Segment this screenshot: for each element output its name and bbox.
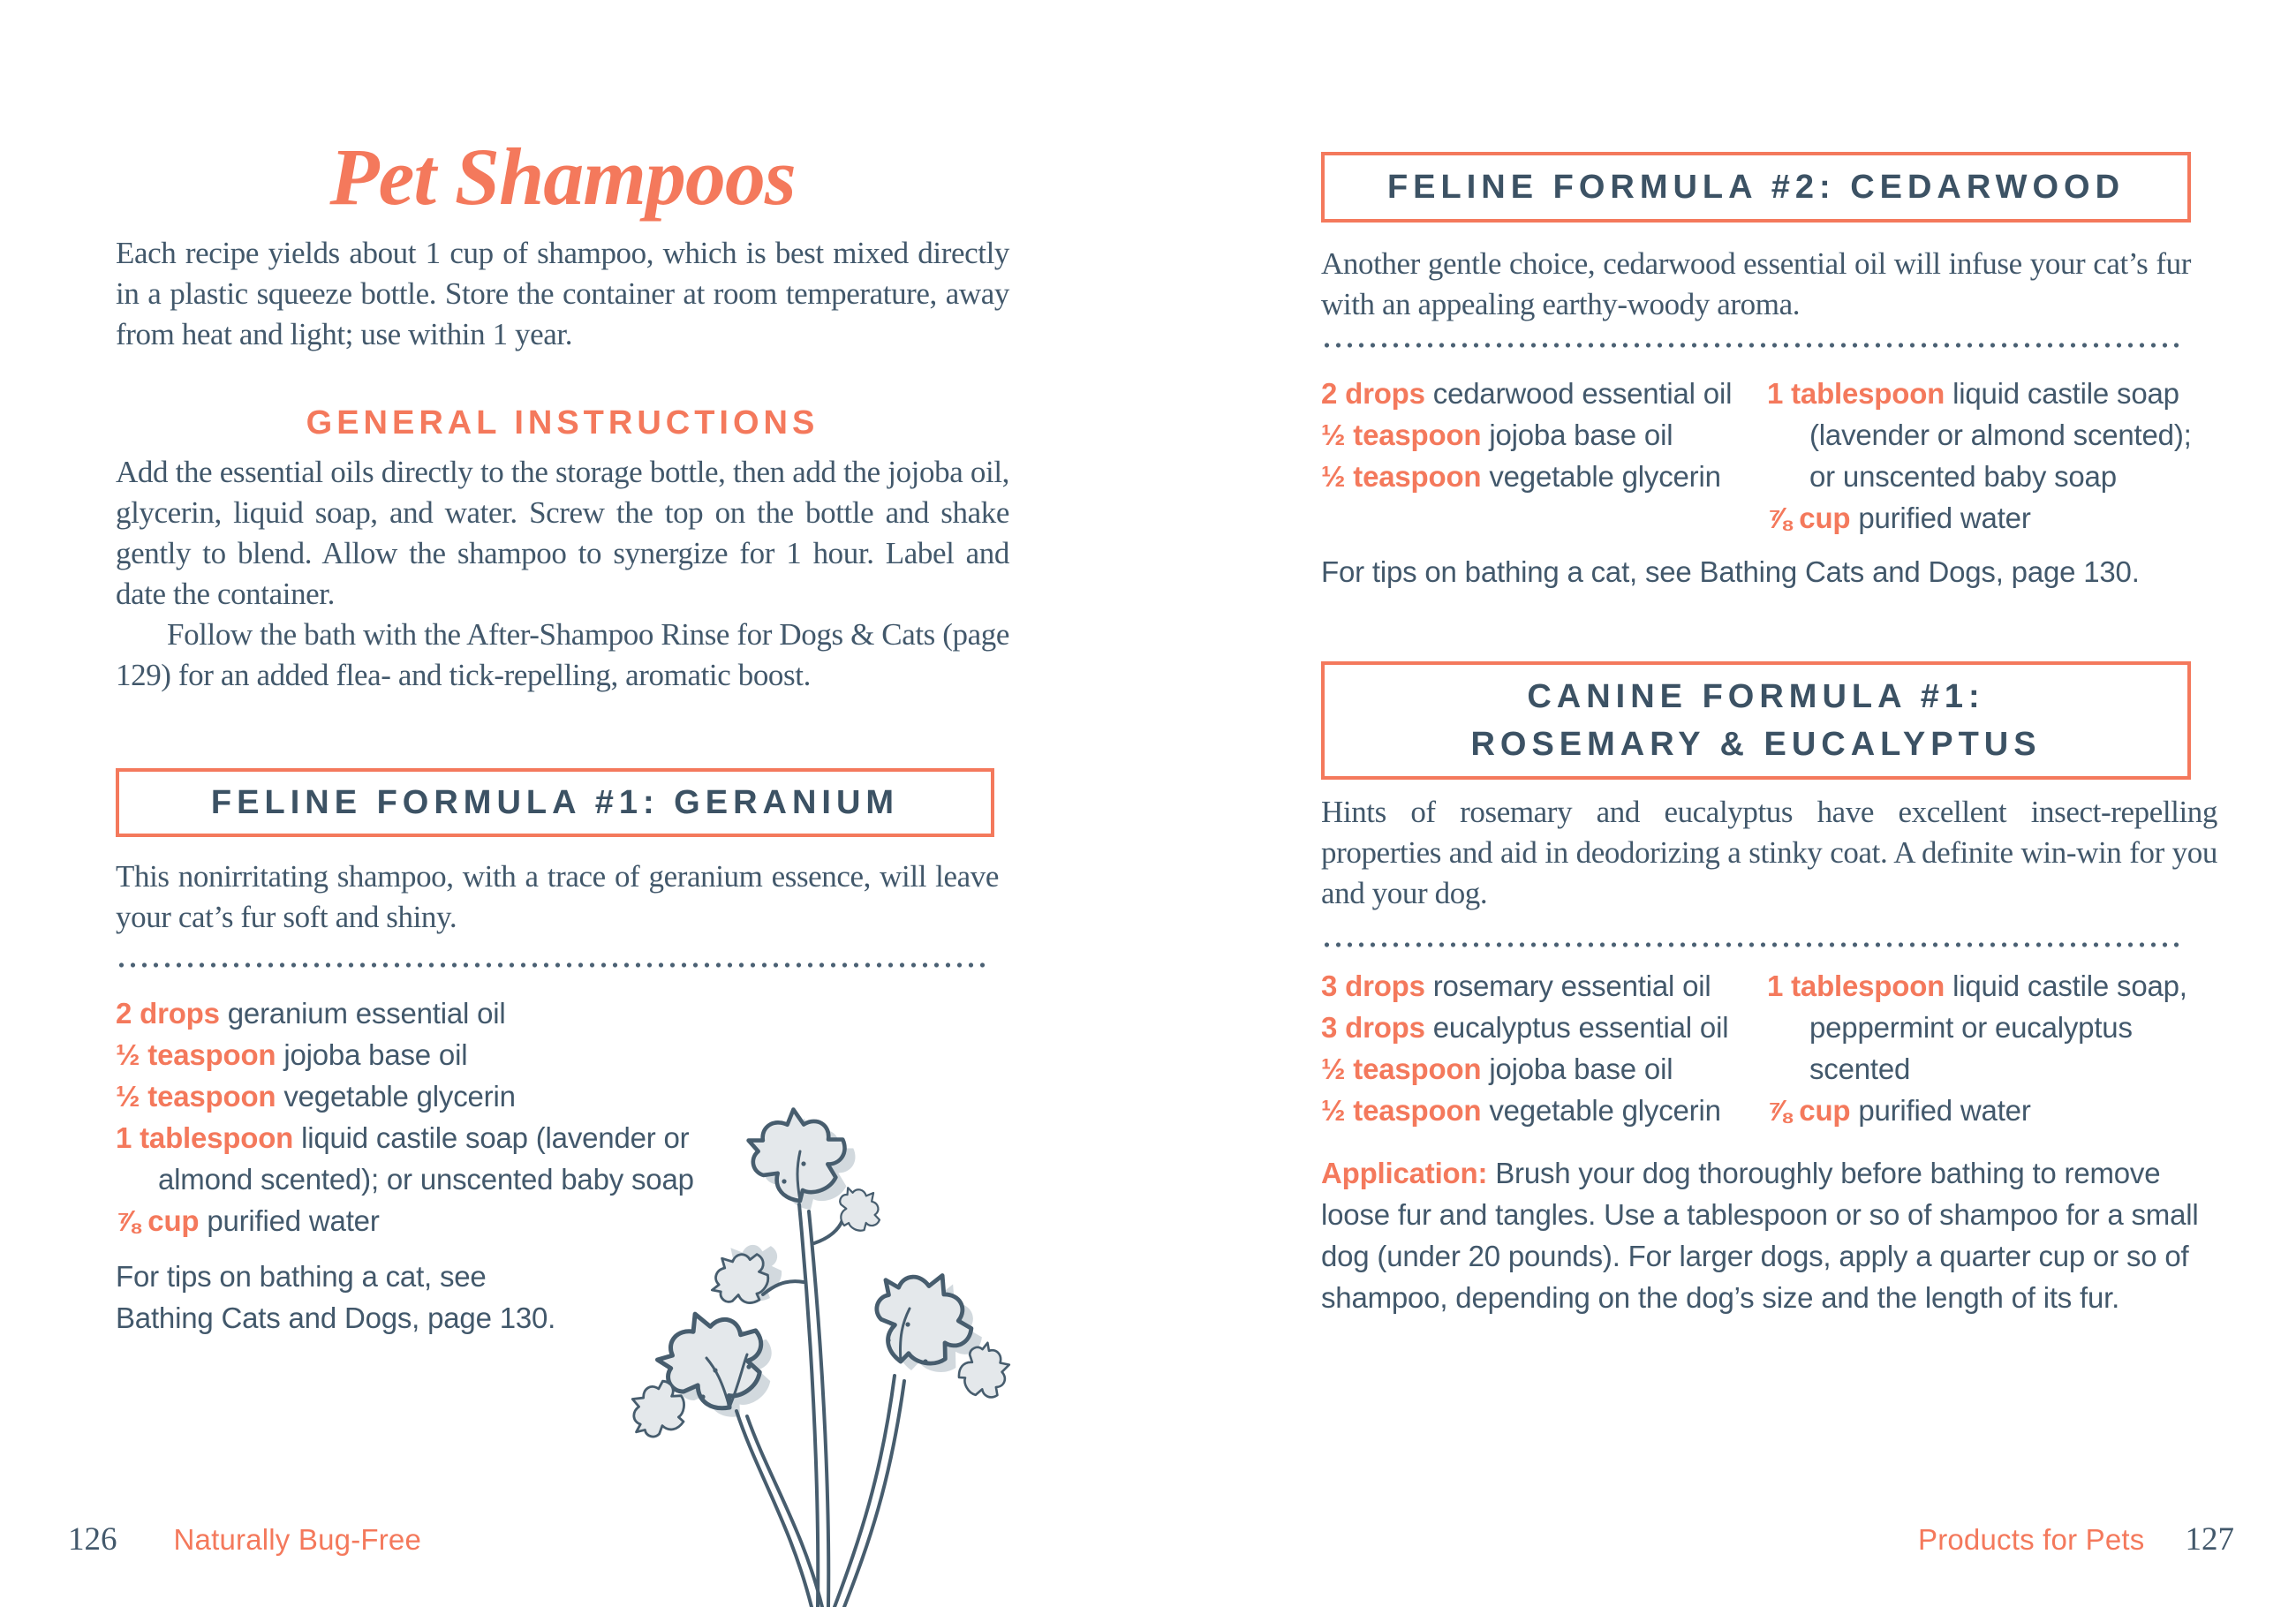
ingredient-qty: ⅞ cup <box>116 1204 200 1237</box>
geranium-sprig-illustration <box>608 1097 1016 1607</box>
ingredient-qty: 2 drops <box>116 997 220 1030</box>
ingredients-column-1 <box>1321 373 1767 539</box>
ingredient-qty: ½ teaspoon <box>1321 419 1482 451</box>
ingredient-item <box>1767 497 2204 539</box>
feline-formula-1-heading: FELINE FORMULA #1: GERANIUM <box>210 784 900 821</box>
ingredient-text: vegetable glycerin <box>1489 1094 1721 1127</box>
ingredient-text: jojoba base oil <box>283 1038 468 1071</box>
ingredients-column-1 <box>1321 965 1767 1131</box>
ingredient-item <box>1321 1090 1767 1131</box>
ingredient-qty: ⅞ cup <box>1767 502 1851 534</box>
ingredient-qty: ½ teaspoon <box>116 1080 276 1113</box>
dotted-divider <box>116 962 988 968</box>
ingredient-qty: ½ teaspoon <box>1321 1094 1482 1127</box>
feline-formula-2-description: Another gentle choice, cedarwood essential oil will infuse your cat’s fur with an appealing earthy-woody aroma. <box>1321 246 2191 321</box>
canine-formula-1-ingredients <box>1321 965 2204 1131</box>
canine-formula-1-box <box>1321 661 2191 780</box>
right-section-label: Products for Pets <box>1917 1523 2145 1556</box>
ingredients-column-2 <box>1767 373 2204 539</box>
left-section-label: Naturally Bug-Free <box>173 1523 422 1556</box>
ingredient-text: rosemary essential oil <box>1432 969 1711 1002</box>
right-page <box>1321 0 2217 1318</box>
ingredient-qty: 3 drops <box>1321 1011 1425 1044</box>
ingredient-qty: 1 tablespoon <box>1767 377 1945 410</box>
ingredient-item <box>1321 1048 1767 1090</box>
intro-paragraph: Each recipe yields about 1 cup of shampoo, which is best mixed directly in a plastic squeeze bottle. Store the container at room temperature, away from heat and light; use within 1 year. <box>116 236 1009 351</box>
ingredient-qty: 1 tablespoon <box>1767 969 1945 1002</box>
ingredient-qty: ½ teaspoon <box>1321 460 1482 493</box>
general-instructions-paragraph: Add the essential oils directly to the storage bottle, then add the jojoba oil, glycerin, liquid soap, and water. Screw the top on the bottle and shake gently to blend. Allow the shampoo to synergize for 1 hour. Label and date the container. <box>116 455 1009 611</box>
general-instructions-paragraph-2: Follow the bath with the After-Shampoo Rinse for Dogs & Cats (page 129) for an added flea- and tick-repelling, aromatic boost. <box>116 617 1009 692</box>
ingredient-text: purified water <box>207 1204 380 1237</box>
ingredient-item <box>1321 373 1767 414</box>
ingredient-text: eucalyptus essential oil <box>1432 1011 1729 1044</box>
dotted-divider <box>1321 942 2182 947</box>
dotted-divider <box>1321 343 2182 348</box>
ingredient-qty: ⅞ cup <box>1767 1094 1851 1127</box>
ingredient-item <box>116 992 774 1034</box>
right-footer <box>1918 1520 2234 1558</box>
feline-formula-2-ingredients <box>1321 373 2204 539</box>
application-paragraph <box>1321 1152 2209 1318</box>
ingredient-text: liquid castile soap (lavender or almond scented); or unscented baby soap <box>158 1121 694 1196</box>
feline-formula-2-tip: For tips on bathing a cat, see Bathing Cats and Dogs, page 130. <box>1321 555 2140 588</box>
general-instructions-heading: GENERAL INSTRUCTIONS <box>306 404 819 441</box>
ingredient-item <box>1321 1007 1767 1048</box>
feline-formula-1-description: This nonirritating shampoo, with a trace of geranium essence, will leave your cat’s fur soft and shiny. <box>116 859 999 934</box>
ingredient-qty: ½ teaspoon <box>116 1038 276 1071</box>
ingredient-item <box>1321 456 1767 497</box>
application-text: Brush your dog thoroughly before bathing to remove loose fur and tangles. Use a tablespoon or so of shampoo for a small dog (under 20 pounds). For larger dogs, apply a quarter cup or so of shampoo, depending on the dog’s size and the length of its fur. <box>1321 1157 2199 1314</box>
ingredient-item <box>116 1034 774 1075</box>
ingredient-item <box>1767 965 2204 1090</box>
left-footer <box>68 1520 421 1558</box>
ingredient-qty: 1 tablespoon <box>116 1121 294 1154</box>
ingredient-qty: 2 drops <box>1321 377 1425 410</box>
application-label: Application: <box>1321 1157 1488 1189</box>
ingredient-text: jojoba base oil <box>1489 1052 1673 1085</box>
ingredient-text: purified water <box>1858 1094 2031 1127</box>
ingredient-text: jojoba base oil <box>1489 419 1673 451</box>
feline-formula-2-heading: FELINE FORMULA #2: CEDARWOOD <box>1386 169 2126 206</box>
ingredient-text: liquid castile soap (lavender or almond scented); or unscented baby soap <box>1809 377 2192 493</box>
ingredient-text: cedarwood essential oil <box>1432 377 1733 410</box>
ingredients-column-2 <box>1767 965 2204 1131</box>
feline-formula-2-box <box>1321 152 2191 223</box>
ingredient-text: vegetable glycerin <box>283 1080 516 1113</box>
ingredient-text: geranium essential oil <box>227 997 506 1030</box>
canine-formula-1-heading-line2: ROSEMARY & EUCALYPTUS <box>1470 726 2042 763</box>
ingredient-item <box>1767 373 2204 497</box>
canine-formula-1-description: Hints of rosemary and eucalyptus have excellent insect-repelling properties and aid in deodorizing a stinky coat. A definite win-win for you and your dog. <box>1321 795 2217 910</box>
ingredient-item <box>1321 965 1767 1007</box>
feline-formula-1-box <box>116 768 994 837</box>
ingredient-qty: ½ teaspoon <box>1321 1052 1482 1085</box>
ingredient-text: vegetable glycerin <box>1489 460 1721 493</box>
ingredient-text: purified water <box>1858 502 2031 534</box>
feline-formula-1-tip: For tips on bathing a cat, see Bathing Cats and Dogs, page 130. <box>116 1260 556 1334</box>
ingredient-item <box>1767 1090 2204 1131</box>
left-page-number: 126 <box>68 1521 117 1558</box>
right-page-number: 127 <box>2185 1521 2234 1558</box>
ingredient-text: liquid castile soap, peppermint or eucalyptus scented <box>1809 969 2187 1085</box>
ingredient-item <box>1321 414 1767 456</box>
ingredient-qty: 3 drops <box>1321 969 1425 1002</box>
page-title: Pet Shampoos <box>329 132 796 222</box>
canine-formula-1-heading-line1: CANINE FORMULA #1: <box>1527 678 1985 715</box>
